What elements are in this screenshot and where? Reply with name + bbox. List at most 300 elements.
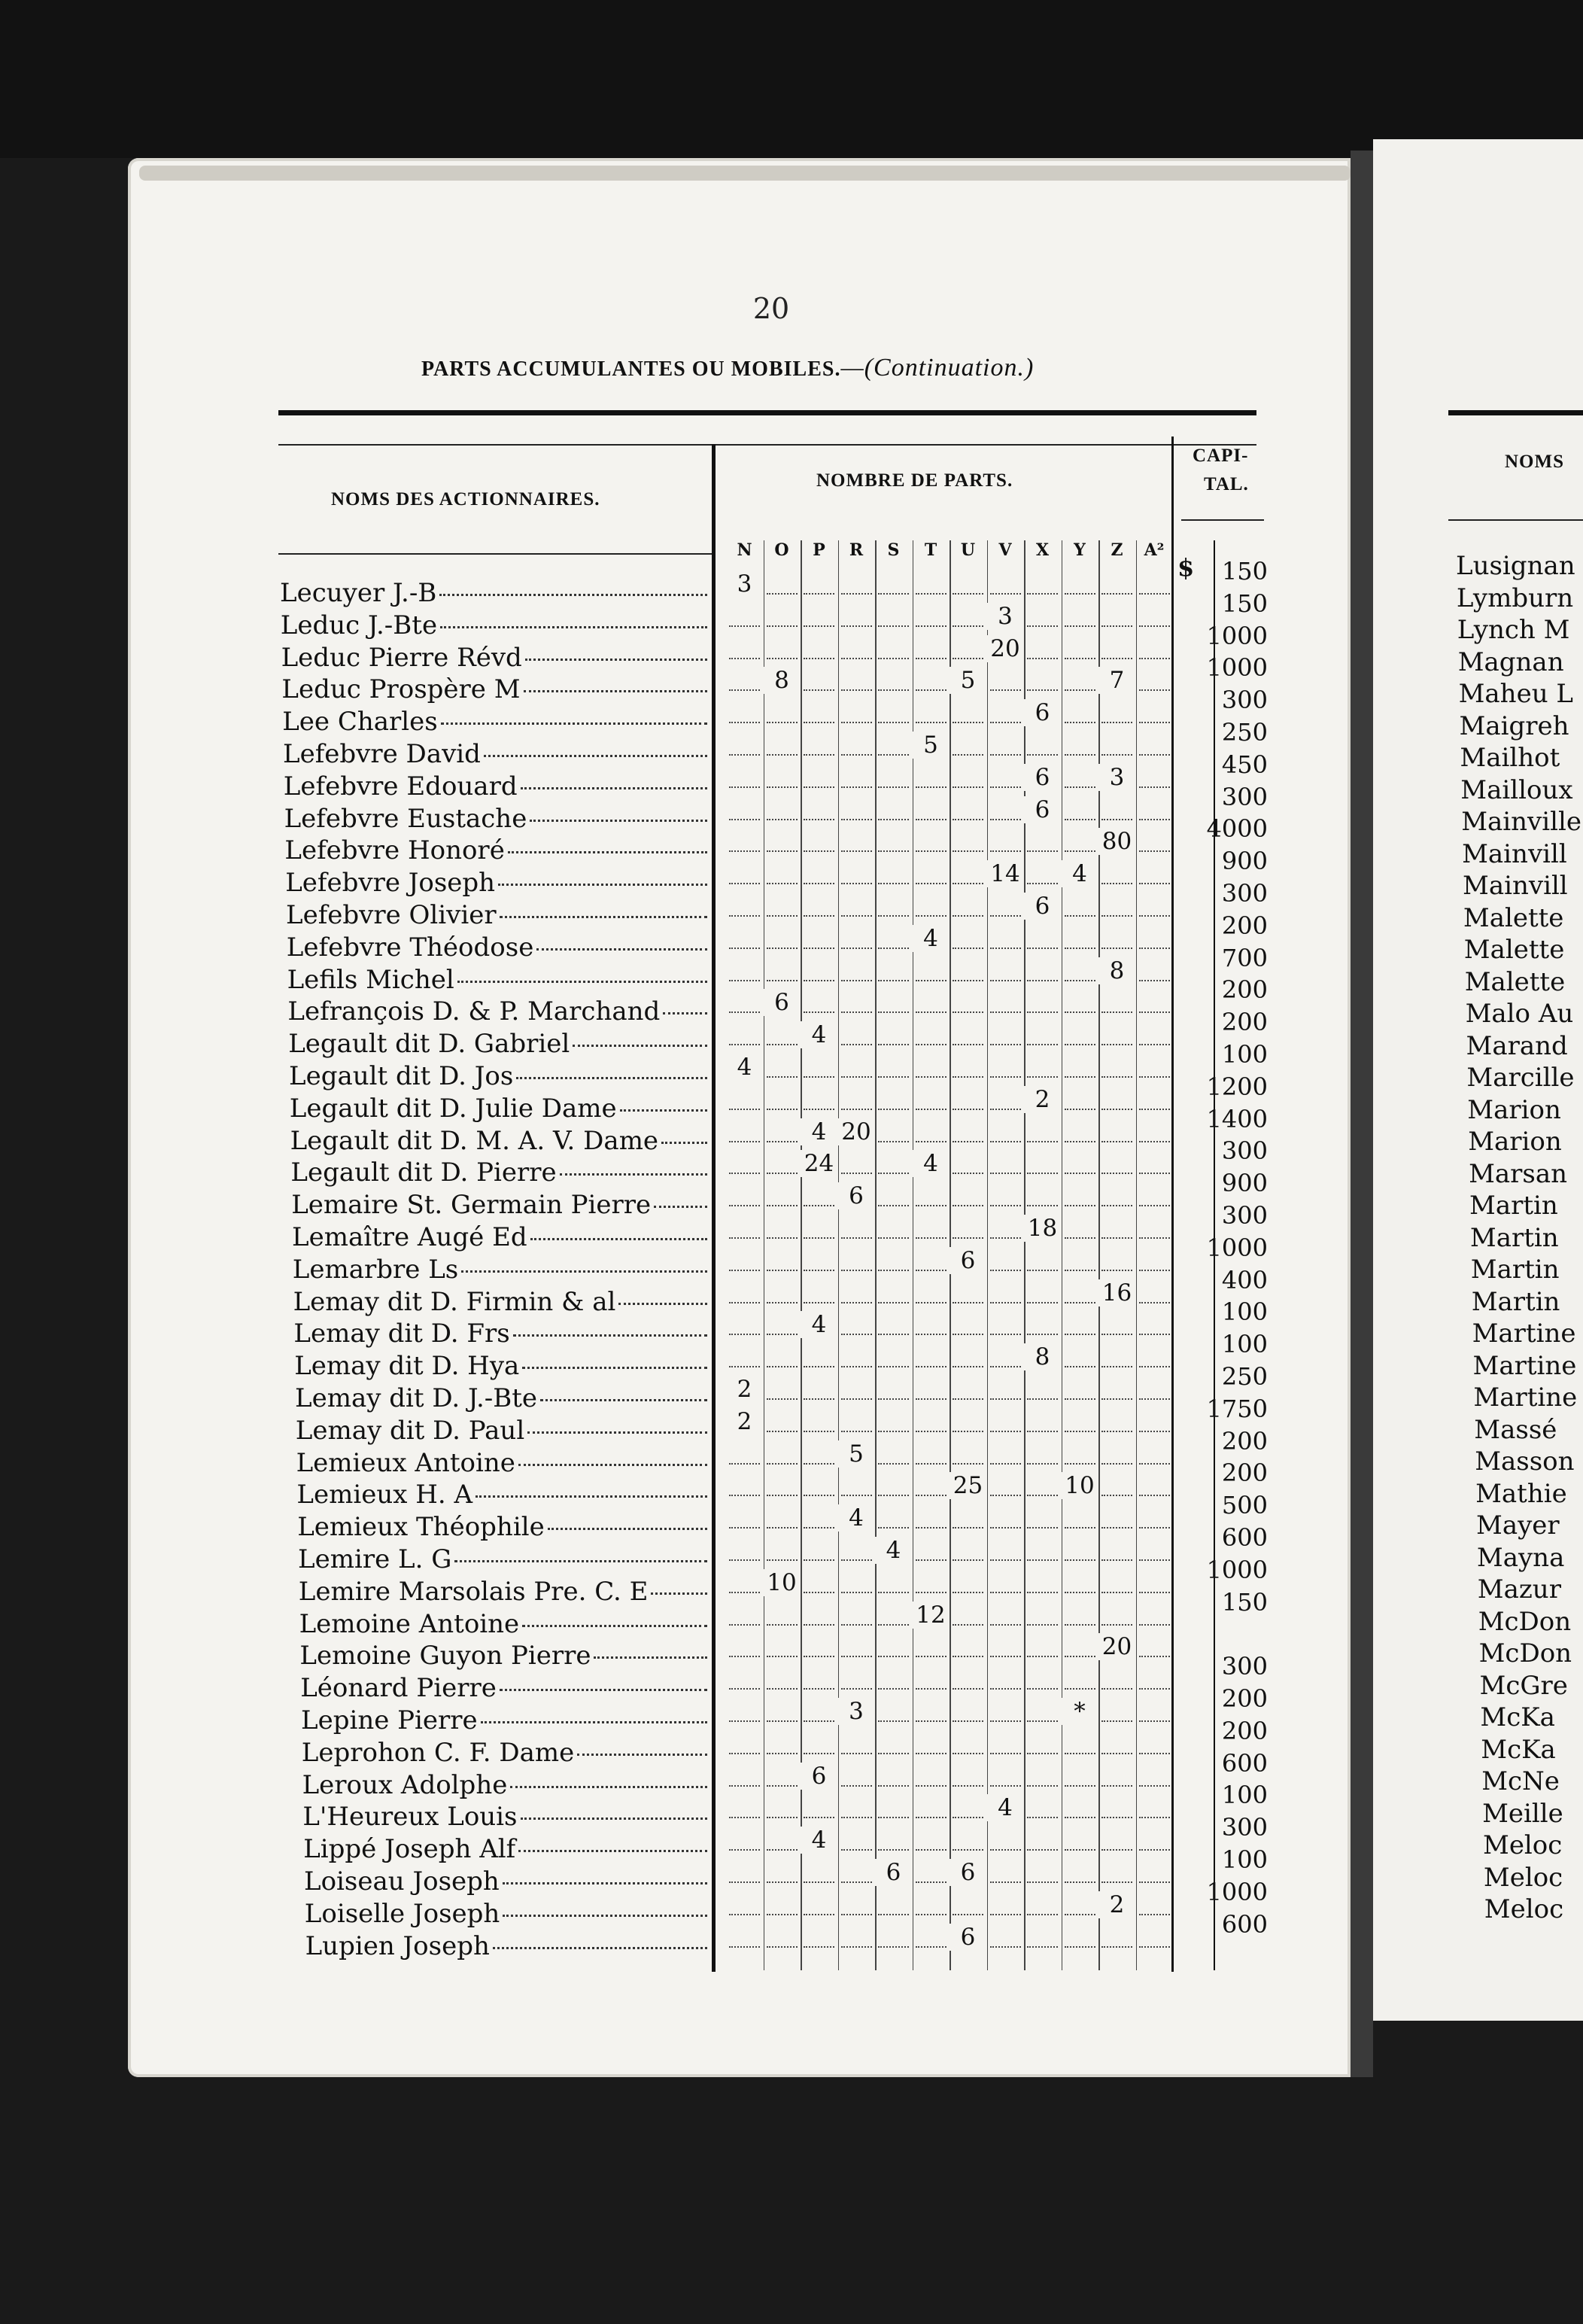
capital-value: 200: [1221, 1684, 1268, 1713]
share-cell: [949, 667, 986, 699]
shareholder-name: Lefrançois D. & P. Marchand: [287, 996, 661, 1027]
share-cell: [1024, 1763, 1061, 1795]
share-cell: [987, 1827, 1024, 1859]
share-cell: [838, 1054, 875, 1086]
share-count: 3: [987, 603, 1024, 630]
share-cell: [764, 957, 801, 990]
share-cell: [949, 1408, 986, 1440]
share-cell: [1062, 1602, 1098, 1634]
share-cell: [949, 699, 986, 732]
capital-value: 150: [1221, 557, 1268, 586]
share-cell: [987, 764, 1024, 796]
share-cell: [949, 957, 986, 990]
share-cell: [764, 570, 801, 603]
share-count: 20: [987, 635, 1024, 662]
capital-value: 200: [1221, 1008, 1268, 1037]
share-cell: [949, 1054, 986, 1086]
share-cell: [1098, 1021, 1135, 1054]
share-cell: [1136, 635, 1173, 668]
share-cell: [913, 1376, 949, 1408]
share-cell: [987, 1924, 1024, 1956]
share-cell: [875, 570, 912, 603]
share-cell: [1062, 1633, 1098, 1665]
share-cell: [875, 828, 912, 860]
share-cell: [1062, 1150, 1098, 1182]
share-cell: [1024, 1537, 1061, 1569]
leader-dots: [500, 914, 707, 918]
share-cell: [1136, 1440, 1173, 1473]
capital-value: 1000: [1206, 1233, 1268, 1262]
share-cell: [1098, 1247, 1135, 1279]
share-cell: [913, 603, 949, 635]
share-cell: [764, 1859, 801, 1891]
share-cell: [913, 1763, 949, 1795]
share-cell: [949, 1311, 986, 1343]
share-count: 2: [726, 1376, 763, 1403]
share-cell: [764, 989, 801, 1021]
right-shareholder-name: Mainvill: [1462, 838, 1567, 869]
shareholder-name: Leprohon C. F. Dame: [301, 1737, 575, 1768]
share-cell: [1024, 1343, 1061, 1376]
share-cell: [1136, 925, 1173, 957]
leader-dots: [530, 817, 707, 822]
share-cell: [838, 893, 875, 925]
share-cell: [838, 1311, 875, 1343]
right-shareholder-name: Magnan: [1457, 646, 1564, 677]
share-cell: [987, 1537, 1024, 1569]
share-cell: [1098, 1827, 1135, 1859]
right-shareholder-name: Lymburn: [1456, 583, 1574, 613]
shareholder-name: Lemieux Antoine: [296, 1447, 515, 1478]
right-shareholder-name: Marcille: [1466, 1063, 1575, 1093]
share-cell: [801, 1054, 837, 1086]
share-cell: [913, 570, 949, 603]
share-cell: [875, 1182, 912, 1215]
share-cell: [987, 1343, 1024, 1376]
share-cell: [838, 1633, 875, 1665]
column-header: A²: [1144, 540, 1165, 560]
share-cell: [801, 1504, 837, 1537]
share-cell: [764, 796, 801, 829]
share-cell: [726, 860, 763, 893]
share-count: 4: [726, 1054, 763, 1081]
share-cell: [726, 570, 763, 603]
capital-header-2: TAL.: [1204, 474, 1249, 494]
share-cell: [838, 1279, 875, 1312]
share-cell: [1024, 1827, 1061, 1859]
share-cell: [875, 1086, 912, 1118]
capital-value: 200: [1221, 975, 1268, 1005]
top-rule: [278, 410, 1256, 415]
shareholder-name: Lee Charles: [282, 707, 438, 738]
share-cell: [949, 1021, 986, 1054]
share-cell: [949, 1763, 986, 1795]
share-cell: [987, 860, 1024, 893]
column-header: T: [924, 540, 937, 560]
share-count: 8: [1098, 957, 1135, 984]
names-header: NOMS DES ACTIONNAIRES.: [331, 489, 600, 510]
share-cell: [875, 1408, 912, 1440]
right-shareholder-name: Martin: [1470, 1255, 1560, 1285]
share-cell: [987, 1472, 1024, 1504]
leader-dots: [457, 978, 707, 983]
share-cell: [875, 667, 912, 699]
share-cell: [801, 1730, 837, 1763]
capital-value: 700: [1221, 943, 1268, 972]
leader-dots: [530, 1236, 707, 1240]
shareholder-name: Lefebvre Théodose: [286, 932, 534, 963]
share-cell: [1062, 1794, 1098, 1827]
share-cell: [1024, 925, 1061, 957]
share-cell: [949, 989, 986, 1021]
share-cell: [1098, 732, 1135, 764]
share-cell: [1024, 1215, 1061, 1247]
share-cell: [913, 1118, 949, 1151]
book-gutter: [1351, 151, 1373, 2077]
share-cell: [726, 796, 763, 829]
share-cell: [726, 828, 763, 860]
share-cell: [1136, 1215, 1173, 1247]
shareholder-name: Legault dit D. M. A. V. Dame: [290, 1125, 659, 1156]
share-cell: [987, 1279, 1024, 1312]
column-header: Y: [1074, 540, 1086, 560]
share-cell: [1098, 1924, 1135, 1956]
share-cell: [764, 1408, 801, 1440]
share-cell: [987, 893, 1024, 925]
share-cell: [1098, 1859, 1135, 1891]
share-cell: [875, 1602, 912, 1634]
capital-value: 1200: [1206, 1072, 1268, 1101]
right-shareholder-name: Marand: [1466, 1030, 1568, 1061]
share-cell: [875, 1279, 912, 1312]
share-cell: [838, 1924, 875, 1956]
share-cell: [875, 764, 912, 796]
share-count: 6: [1024, 796, 1061, 823]
share-cell: [875, 1537, 912, 1569]
share-cell: [1098, 570, 1135, 603]
share-cell: [838, 1118, 875, 1151]
share-cell: [726, 1504, 763, 1537]
capital-value: 600: [1221, 1523, 1268, 1552]
share-cell: [875, 1343, 912, 1376]
share-cell: [726, 1150, 763, 1182]
right-shareholder-name: Martine: [1473, 1383, 1578, 1413]
share-cell: [949, 796, 986, 829]
share-cell: [726, 1569, 763, 1602]
share-cell: [913, 1150, 949, 1182]
right-shareholder-name: Meille: [1482, 1798, 1563, 1829]
share-cell: [726, 1247, 763, 1279]
share-cell: [1098, 893, 1135, 925]
share-cell: [838, 1537, 875, 1569]
capital-value: 1000: [1206, 621, 1268, 650]
share-cell: [801, 699, 837, 732]
share-cell: [764, 699, 801, 732]
share-cell: [987, 732, 1024, 764]
shareholder-name: Lemay dit D. Firmin & al: [293, 1286, 616, 1317]
share-cell: [764, 732, 801, 764]
column-header: U: [960, 540, 976, 560]
share-cell: [913, 1633, 949, 1665]
share-cell: [913, 1504, 949, 1537]
share-cell: [987, 989, 1024, 1021]
capital-value: 200: [1221, 1426, 1268, 1456]
share-cell: [1024, 1182, 1061, 1215]
share-cell: [1062, 1827, 1098, 1859]
leader-dots: [618, 1300, 707, 1305]
share-cell: [1098, 1472, 1135, 1504]
share-cell: [913, 1279, 949, 1312]
share-cell: [913, 828, 949, 860]
share-cell: [764, 764, 801, 796]
share-cell: [726, 1086, 763, 1118]
shareholder-name: Leduc J.-Bte: [280, 610, 438, 640]
capital-value: 300: [1221, 1201, 1268, 1230]
share-cell: [949, 1504, 986, 1537]
leader-dots: [521, 785, 707, 789]
share-cell: [913, 1924, 949, 1956]
share-cell: [838, 1602, 875, 1634]
share-cell: [1062, 1665, 1098, 1698]
share-cell: [1062, 1569, 1098, 1602]
share-cell: [949, 1569, 986, 1602]
share-cell: [726, 1633, 763, 1665]
share-cell: [987, 635, 1024, 668]
right-shareholder-name: Malette: [1463, 902, 1564, 933]
share-cell: [1136, 828, 1173, 860]
share-cell: [726, 1698, 763, 1730]
title-main: PARTS ACCUMULANTES OU MOBILES.: [421, 357, 841, 381]
currency-symbol: $: [1177, 553, 1195, 582]
share-cell: [838, 1827, 875, 1859]
share-cell: [801, 1279, 837, 1312]
share-cell: [875, 1924, 912, 1956]
share-cell: [1136, 1118, 1173, 1151]
share-cell: [1098, 925, 1135, 957]
share-cell: [801, 1794, 837, 1827]
share-cell: [726, 1891, 763, 1924]
share-cell: [1024, 893, 1061, 925]
share-cell: [875, 1891, 912, 1924]
share-count: 5: [949, 667, 986, 694]
share-cell: [838, 1150, 875, 1182]
share-cell: [987, 1698, 1024, 1730]
share-count: 20: [838, 1118, 875, 1145]
share-cell: [1062, 1537, 1098, 1569]
share-cell: [987, 925, 1024, 957]
column-header: S: [887, 540, 900, 560]
share-cell: [1062, 1504, 1098, 1537]
share-cell: [726, 989, 763, 1021]
share-cell: [1062, 699, 1098, 732]
share-cell: [801, 603, 837, 635]
capital-value: 500: [1221, 1491, 1268, 1520]
right-shareholder-name: Maigreh: [1459, 710, 1569, 741]
share-cell: [1098, 1633, 1135, 1665]
share-cell: [949, 1279, 986, 1312]
shareholder-name: Lemay dit D. Frs: [293, 1319, 510, 1349]
share-cell: [764, 1343, 801, 1376]
share-cell: [838, 1730, 875, 1763]
share-cell: [949, 828, 986, 860]
share-cell: [913, 667, 949, 699]
share-cell: [726, 1118, 763, 1151]
shareholder-name: Lefils Michel: [287, 964, 454, 995]
share-cell: [987, 1602, 1024, 1634]
share-cell: [801, 1827, 837, 1859]
shareholder-name: Lemieux H. A: [296, 1480, 473, 1510]
share-cell: [1098, 860, 1135, 893]
right-shareholder-name: McDon: [1478, 1638, 1572, 1668]
share-cell: [949, 1247, 986, 1279]
share-cell: [1136, 860, 1173, 893]
share-cell: [1024, 1924, 1061, 1956]
share-cell: [875, 989, 912, 1021]
share-cell: [838, 1569, 875, 1602]
share-cell: [1062, 1698, 1098, 1730]
leader-dots: [524, 688, 707, 692]
shareholder-name: Lemay dit D. Paul: [295, 1415, 525, 1446]
share-cell: [875, 1118, 912, 1151]
share-cell: [1098, 1311, 1135, 1343]
share-cell: [801, 1311, 837, 1343]
share-count: 20: [1098, 1633, 1135, 1660]
share-cell: [764, 667, 801, 699]
share-cell: [801, 1150, 837, 1182]
share-count: 5: [913, 732, 949, 759]
share-cell: [838, 764, 875, 796]
capital-value: 300: [1221, 1652, 1268, 1681]
share-cell: [875, 1311, 912, 1343]
share-cell: [1024, 1054, 1061, 1086]
share-cell: [838, 1215, 875, 1247]
share-cell: [1098, 1698, 1135, 1730]
share-cell: [1024, 732, 1061, 764]
share-cell: [838, 1794, 875, 1827]
share-cell: [801, 1086, 837, 1118]
share-count: 10: [764, 1569, 801, 1596]
share-cell: [801, 1665, 837, 1698]
capital-value: 200: [1221, 1459, 1268, 1488]
share-cell: [987, 1665, 1024, 1698]
leader-dots: [518, 1848, 707, 1852]
share-count: 6: [838, 1182, 875, 1209]
share-cell: [913, 1827, 949, 1859]
share-count: 6: [875, 1859, 912, 1886]
share-cell: [764, 1794, 801, 1827]
share-cell: [875, 635, 912, 668]
share-cell: [1024, 1247, 1061, 1279]
share-cell: [1136, 1665, 1173, 1698]
capital-value: 250: [1221, 718, 1268, 747]
share-cell: [875, 1569, 912, 1602]
shareholder-name: Lemire Marsolais Pre. C. E: [298, 1576, 649, 1607]
capital-value: 100: [1221, 1040, 1268, 1069]
shareholder-name: Lefebvre Joseph: [285, 868, 496, 899]
shareholder-name: Lippé Joseph Alf: [303, 1834, 516, 1865]
capital-value: 250: [1221, 1362, 1268, 1391]
right-shareholder-name: Lusignan: [1456, 551, 1575, 581]
share-cell: [1024, 1311, 1061, 1343]
share-cell: [1098, 667, 1135, 699]
share-cell: [838, 860, 875, 893]
share-cell: [801, 989, 837, 1021]
share-cell: [726, 667, 763, 699]
share-cell: [726, 699, 763, 732]
share-cell: [801, 796, 837, 829]
share-cell: [1062, 1472, 1098, 1504]
share-cell: [838, 1665, 875, 1698]
share-cell: [1062, 828, 1098, 860]
leader-dots: [500, 1687, 707, 1691]
right-shareholder-name: Malo Au: [1465, 999, 1574, 1029]
shareholder-name: Lemaître Augé Ed: [292, 1222, 527, 1252]
share-cell: [949, 1086, 986, 1118]
share-cell: [1024, 1086, 1061, 1118]
leader-dots: [503, 1880, 707, 1884]
share-cell: [1136, 1763, 1173, 1795]
share-cell: [913, 925, 949, 957]
share-cell: [875, 1472, 912, 1504]
shareholder-name: Lefebvre Olivier: [286, 900, 497, 930]
share-cell: [726, 1376, 763, 1408]
leader-dots: [498, 881, 707, 886]
share-cell: [1062, 925, 1098, 957]
share-cell: [764, 1150, 801, 1182]
leader-dots: [663, 1010, 707, 1014]
share-cell: [913, 1537, 949, 1569]
share-cell: [1062, 1730, 1098, 1763]
share-cell: [1136, 796, 1173, 829]
share-cell: [1024, 1859, 1061, 1891]
share-cell: [875, 1215, 912, 1247]
share-cell: [1098, 764, 1135, 796]
share-cell: [949, 1924, 986, 1956]
share-cell: [838, 796, 875, 829]
share-cell: [1062, 1247, 1098, 1279]
share-cell: [875, 1698, 912, 1730]
shareholder-name: Legault dit D. Pierre: [290, 1157, 557, 1188]
shareholder-name: Lefebvre Eustache: [284, 803, 527, 834]
share-cell: [838, 732, 875, 764]
capital-value: 4000: [1206, 814, 1268, 844]
share-cell: [913, 1021, 949, 1054]
shareholder-name: L'Heureux Louis: [302, 1802, 518, 1833]
share-cell: [726, 1794, 763, 1827]
leader-dots: [481, 1719, 707, 1723]
share-cell: [875, 1054, 912, 1086]
share-cell: [1062, 732, 1098, 764]
share-cell: [1098, 1215, 1135, 1247]
share-cell: [838, 925, 875, 957]
right-shareholder-name: Meloc: [1483, 1830, 1563, 1860]
share-cell: [949, 1602, 986, 1634]
right-shareholder-name: McNe: [1481, 1766, 1560, 1796]
share-cell: [949, 635, 986, 668]
share-cell: [987, 699, 1024, 732]
share-cell: [1024, 796, 1061, 829]
share-cell: [1136, 1859, 1173, 1891]
share-cell: [838, 1343, 875, 1376]
share-count: 6: [949, 1859, 986, 1886]
share-cell: [1024, 1150, 1061, 1182]
share-cell: [913, 1054, 949, 1086]
share-cell: [1136, 1633, 1173, 1665]
share-cell: [838, 1376, 875, 1408]
share-cell: [1136, 1086, 1173, 1118]
share-cell: [764, 1440, 801, 1473]
right-shareholder-name: Malette: [1464, 966, 1566, 997]
